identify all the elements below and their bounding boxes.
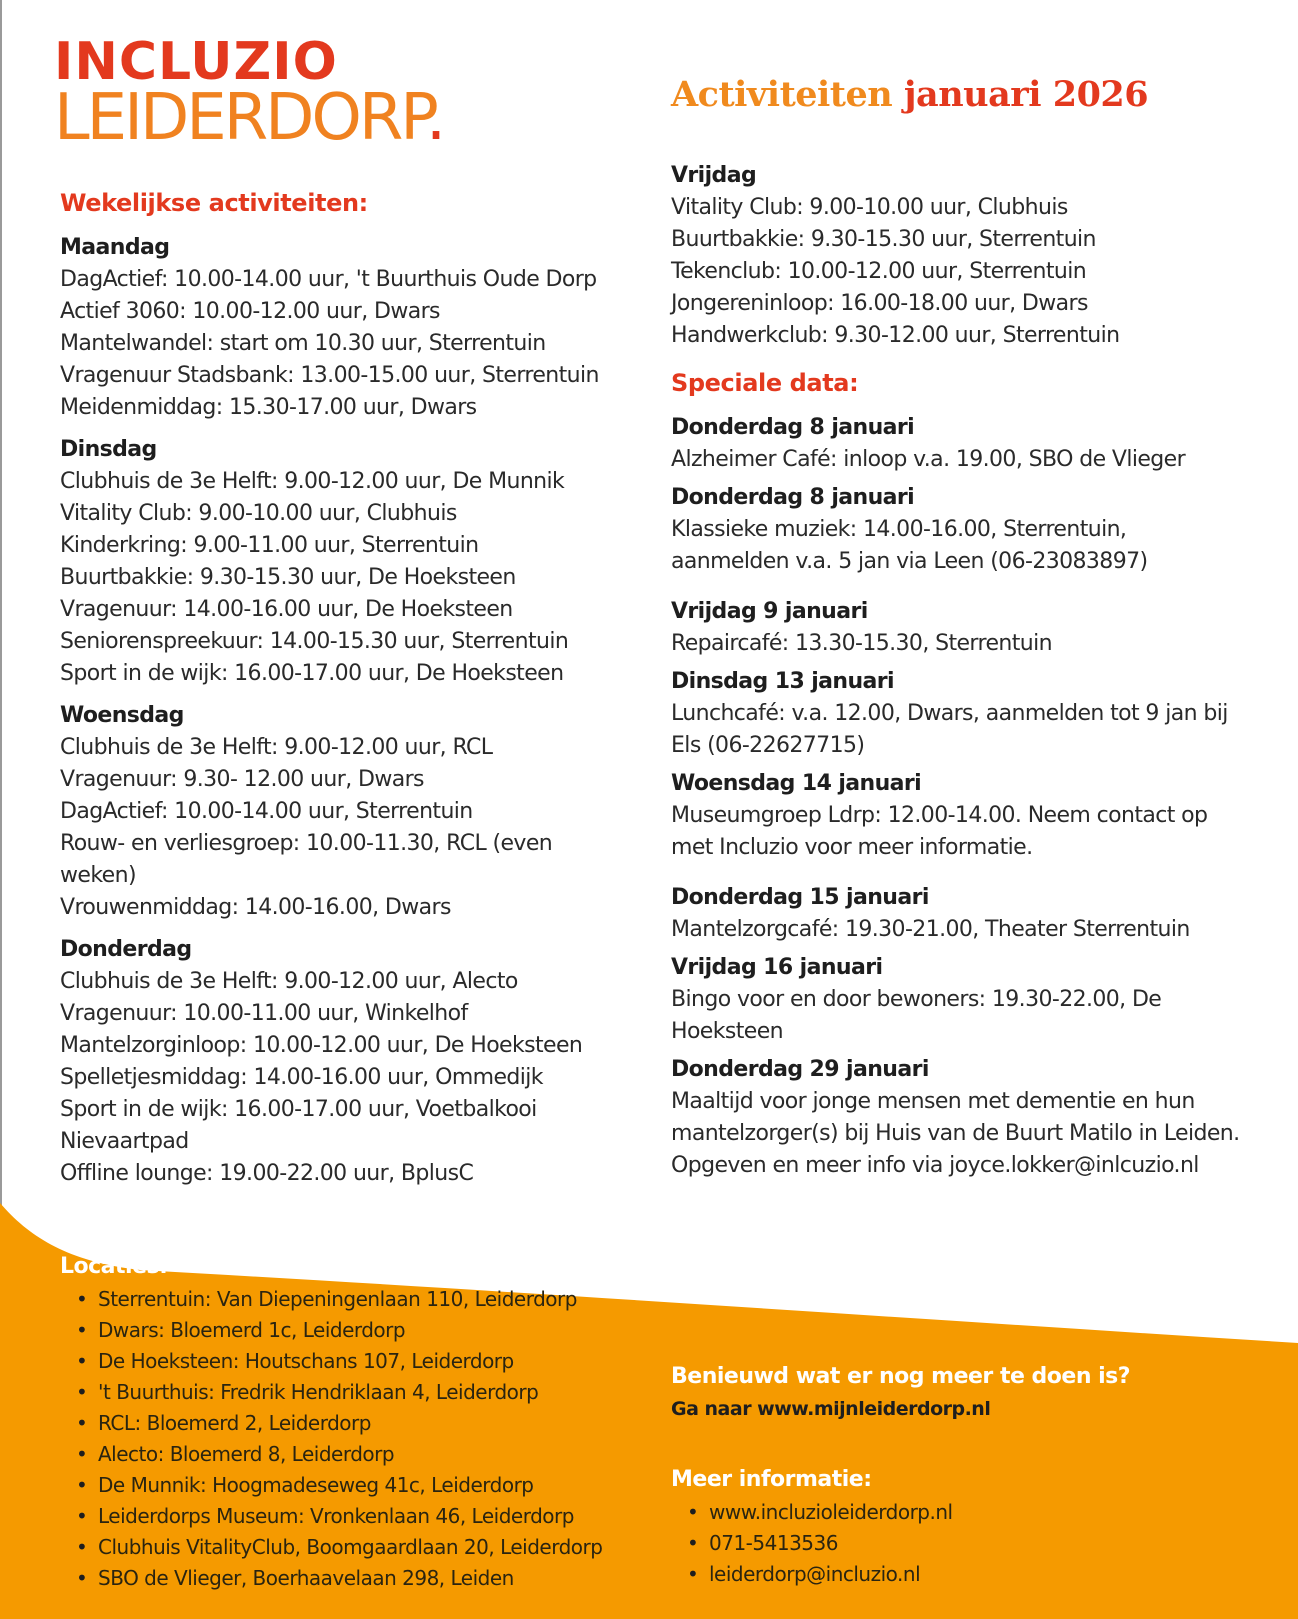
incluzio-logo	[54, 32, 444, 155]
location-item: • Dwars: Bloemerd 1c, Leiderdorp	[98, 1315, 680, 1346]
contact-list	[671, 1497, 1271, 1590]
day-block-woensdag	[60, 700, 670, 924]
activity-line: Sport in de wijk: 16.00-17.00 uur, Voetbalkooi Nievaartpad	[60, 1097, 537, 1154]
day-block-donderdag	[60, 934, 670, 1190]
location-item: • Clubhuis VitalityClub, Boomgaardlaan 20, Leiderdorp	[98, 1532, 680, 1563]
activity-line: Vragenuur Stadsbank: 13.00-15.00 uur, Sterrentuin	[60, 363, 599, 388]
right-column	[671, 160, 1271, 1192]
special-event	[671, 882, 1271, 946]
day-title: Woensdag	[60, 703, 184, 728]
day-title: Dinsdag	[60, 437, 157, 462]
weekly-heading: Wekelijkse activiteiten:	[60, 189, 368, 217]
location-item: • 't Buurthuis: Fredrik Hendriklaan 4, Leiderdorp	[98, 1377, 680, 1408]
event-date: Donderdag 15 januari	[671, 885, 929, 910]
activity-line: Vragenuur: 9.30- 12.00 uur, Dwars	[60, 767, 424, 792]
cta-link[interactable]: Ga naar www.mijnleiderdorp.nl	[671, 1398, 991, 1420]
event-text: Museumgroep Ldrp: 12.00-14.00. Neem contact op met Incluzio voor meer informatie.	[671, 803, 1208, 860]
activity-line: Vragenuur: 14.00-16.00 uur, De Hoeksteen	[60, 597, 513, 622]
event-date: Donderdag 8 januari	[671, 415, 915, 440]
logo-dot: .	[425, 81, 444, 155]
cta-heading: Benieuwd wat er nog meer te doen is?	[671, 1364, 1131, 1389]
event-date: Donderdag 8 januari	[671, 485, 915, 510]
activity-line: Buurtbakkie: 9.30-15.30 uur, De Hoeksteen	[60, 565, 516, 590]
phone-number[interactable]: • 071-5413536	[709, 1528, 1271, 1559]
special-event	[671, 768, 1271, 864]
activity-line: Sport in de wijk: 16.00-17.00 uur, De Hoeksteen	[60, 661, 564, 686]
location-item: • Leiderdorps Museum: Vronkenlaan 46, Leiderdorp	[98, 1501, 680, 1532]
page-title	[671, 74, 1148, 115]
location-item: • RCL: Bloemerd 2, Leiderdorp	[98, 1408, 680, 1439]
activity-line: Buurtbakkie: 9.30-15.30 uur, Sterrentuin	[671, 227, 1096, 252]
special-event	[671, 952, 1271, 1048]
activity-line: Vitality Club: 9.00-10.00 uur, Clubhuis	[671, 195, 1068, 220]
activity-line: Mantelzorginloop: 10.00-12.00 uur, De Hoeksteen	[60, 1033, 583, 1058]
locations-list	[60, 1284, 680, 1594]
website-link[interactable]: • www.incluzioleiderdorp.nl	[709, 1497, 1271, 1528]
weekly-activities-column	[60, 186, 670, 1200]
activity-line: Kinderkring: 9.00-11.00 uur, Sterrentuin	[60, 533, 479, 558]
special-event	[671, 666, 1271, 762]
email-link[interactable]: • leiderdorp@incluzio.nl	[709, 1559, 1271, 1590]
activity-line: Clubhuis de 3e Helft: 9.00-12.00 uur, RCL	[60, 735, 493, 760]
event-text: Maaltijd voor jonge mensen met dementie en hun mantelzorger(s) bij Huis van de Buurt Matilo in Leiden. Opgeven en meer info via joyce.lokker@inlcuzio.nl	[671, 1089, 1240, 1178]
activity-line: DagActief: 10.00-14.00 uur, Sterrentuin	[60, 799, 473, 824]
event-text: Klassieke muziek: 14.00-16.00, Sterrentuin, aanmelden v.a. 5 jan via Leen (06-23083897)	[671, 517, 1148, 574]
activity-line: Seniorenspreekuur: 14.00-15.30 uur, Sterrentuin	[60, 629, 569, 654]
activity-line: Offline lounge: 19.00-22.00 uur, BplusC	[60, 1161, 474, 1186]
special-event	[671, 1054, 1271, 1182]
activity-line: Vragenuur: 10.00-11.00 uur, Winkelhof	[60, 1001, 468, 1026]
activity-line: Meidenmiddag: 15.30-17.00 uur, Dwars	[60, 395, 477, 420]
activity-line: Rouw- en verliesgroep: 10.00-11.30, RCL (even weken)	[60, 831, 553, 888]
special-event	[671, 412, 1271, 476]
activity-line: Handwerkclub: 9.30-12.00 uur, Sterrentuin	[671, 323, 1120, 348]
activity-line: Clubhuis de 3e Helft: 9.00-12.00 uur, Alecto	[60, 969, 518, 994]
event-text: Mantelzorgcafé: 19.30-21.00, Theater Sterrentuin	[671, 917, 1190, 942]
event-text: Lunchcafé: v.a. 12.00, Dwars, aanmelden tot 9 jan bij Els (06-22627715)	[671, 701, 1228, 758]
event-text: Repaircafé: 13.30-15.30, Sterrentuin	[671, 631, 1052, 656]
activity-line: Vitality Club: 9.00-10.00 uur, Clubhuis	[60, 501, 457, 526]
day-title: Vrijdag	[671, 163, 757, 188]
event-date: Vrijdag 9 januari	[671, 599, 868, 624]
location-item: • Alecto: Bloemerd 8, Leiderdorp	[98, 1439, 680, 1470]
title-activiteiten: Activiteiten	[671, 74, 893, 115]
activity-line: Mantelwandel: start om 10.30 uur, Sterrentuin	[60, 331, 546, 356]
day-block-maandag	[60, 232, 670, 424]
more-info-heading: Meer informatie:	[671, 1467, 872, 1492]
event-date: Vrijdag 16 januari	[671, 955, 883, 980]
location-item: • SBO de Vlieger, Boerhaavelaan 298, Leiden	[98, 1563, 680, 1594]
logo-line-2	[54, 81, 444, 155]
day-block-dinsdag	[60, 434, 670, 690]
activity-line: Vrouwenmiddag: 14.00-16.00, Dwars	[60, 895, 451, 920]
title-month: januari 2026	[903, 74, 1149, 115]
activity-line: DagActief: 10.00-14.00 uur, 't Buurthuis Oude Dorp	[60, 267, 597, 292]
event-date: Woensdag 14 januari	[671, 771, 922, 796]
activity-line: Jongereninloop: 16.00-18.00 uur, Dwars	[671, 291, 1088, 316]
activity-line: Tekenclub: 10.00-12.00 uur, Sterrentuin	[671, 259, 1087, 284]
event-text: Alzheimer Café: inloop v.a. 19.00, SBO de Vlieger	[671, 447, 1186, 472]
special-dates-heading: Speciale data:	[671, 369, 859, 397]
locations-section	[60, 1250, 680, 1594]
day-title: Maandag	[60, 235, 170, 260]
location-item: • De Munnik: Hoogmadeseweg 41c, Leiderdorp	[98, 1470, 680, 1501]
event-date: Dinsdag 13 januari	[671, 669, 894, 694]
activity-line: Clubhuis de 3e Helft: 9.00-12.00 uur, De Munnik	[60, 469, 565, 494]
location-item: • De Hoeksteen: Houtschans 107, Leiderdorp	[98, 1346, 680, 1377]
activity-line: Spelletjesmiddag: 14.00-16.00 uur, Ommedijk	[60, 1065, 543, 1090]
special-event	[671, 482, 1271, 578]
logo-line-1: INCLUZIO	[54, 32, 338, 92]
day-title: Donderdag	[60, 937, 192, 962]
event-date: Donderdag 29 januari	[671, 1057, 929, 1082]
more-info-section	[671, 1360, 1271, 1590]
day-block-vrijdag	[671, 160, 1271, 352]
activity-line: Actief 3060: 10.00-12.00 uur, Dwars	[60, 299, 440, 324]
event-text: Bingo voor en door bewoners: 19.30-22.00, De Hoeksteen	[671, 987, 1162, 1044]
logo-word: LEIDERDORP	[54, 81, 426, 155]
locations-heading: Locaties:	[60, 1254, 168, 1279]
special-event	[671, 596, 1271, 660]
location-item: • Sterrentuin: Van Diepeningenlaan 110, Leiderdorp	[98, 1284, 680, 1315]
